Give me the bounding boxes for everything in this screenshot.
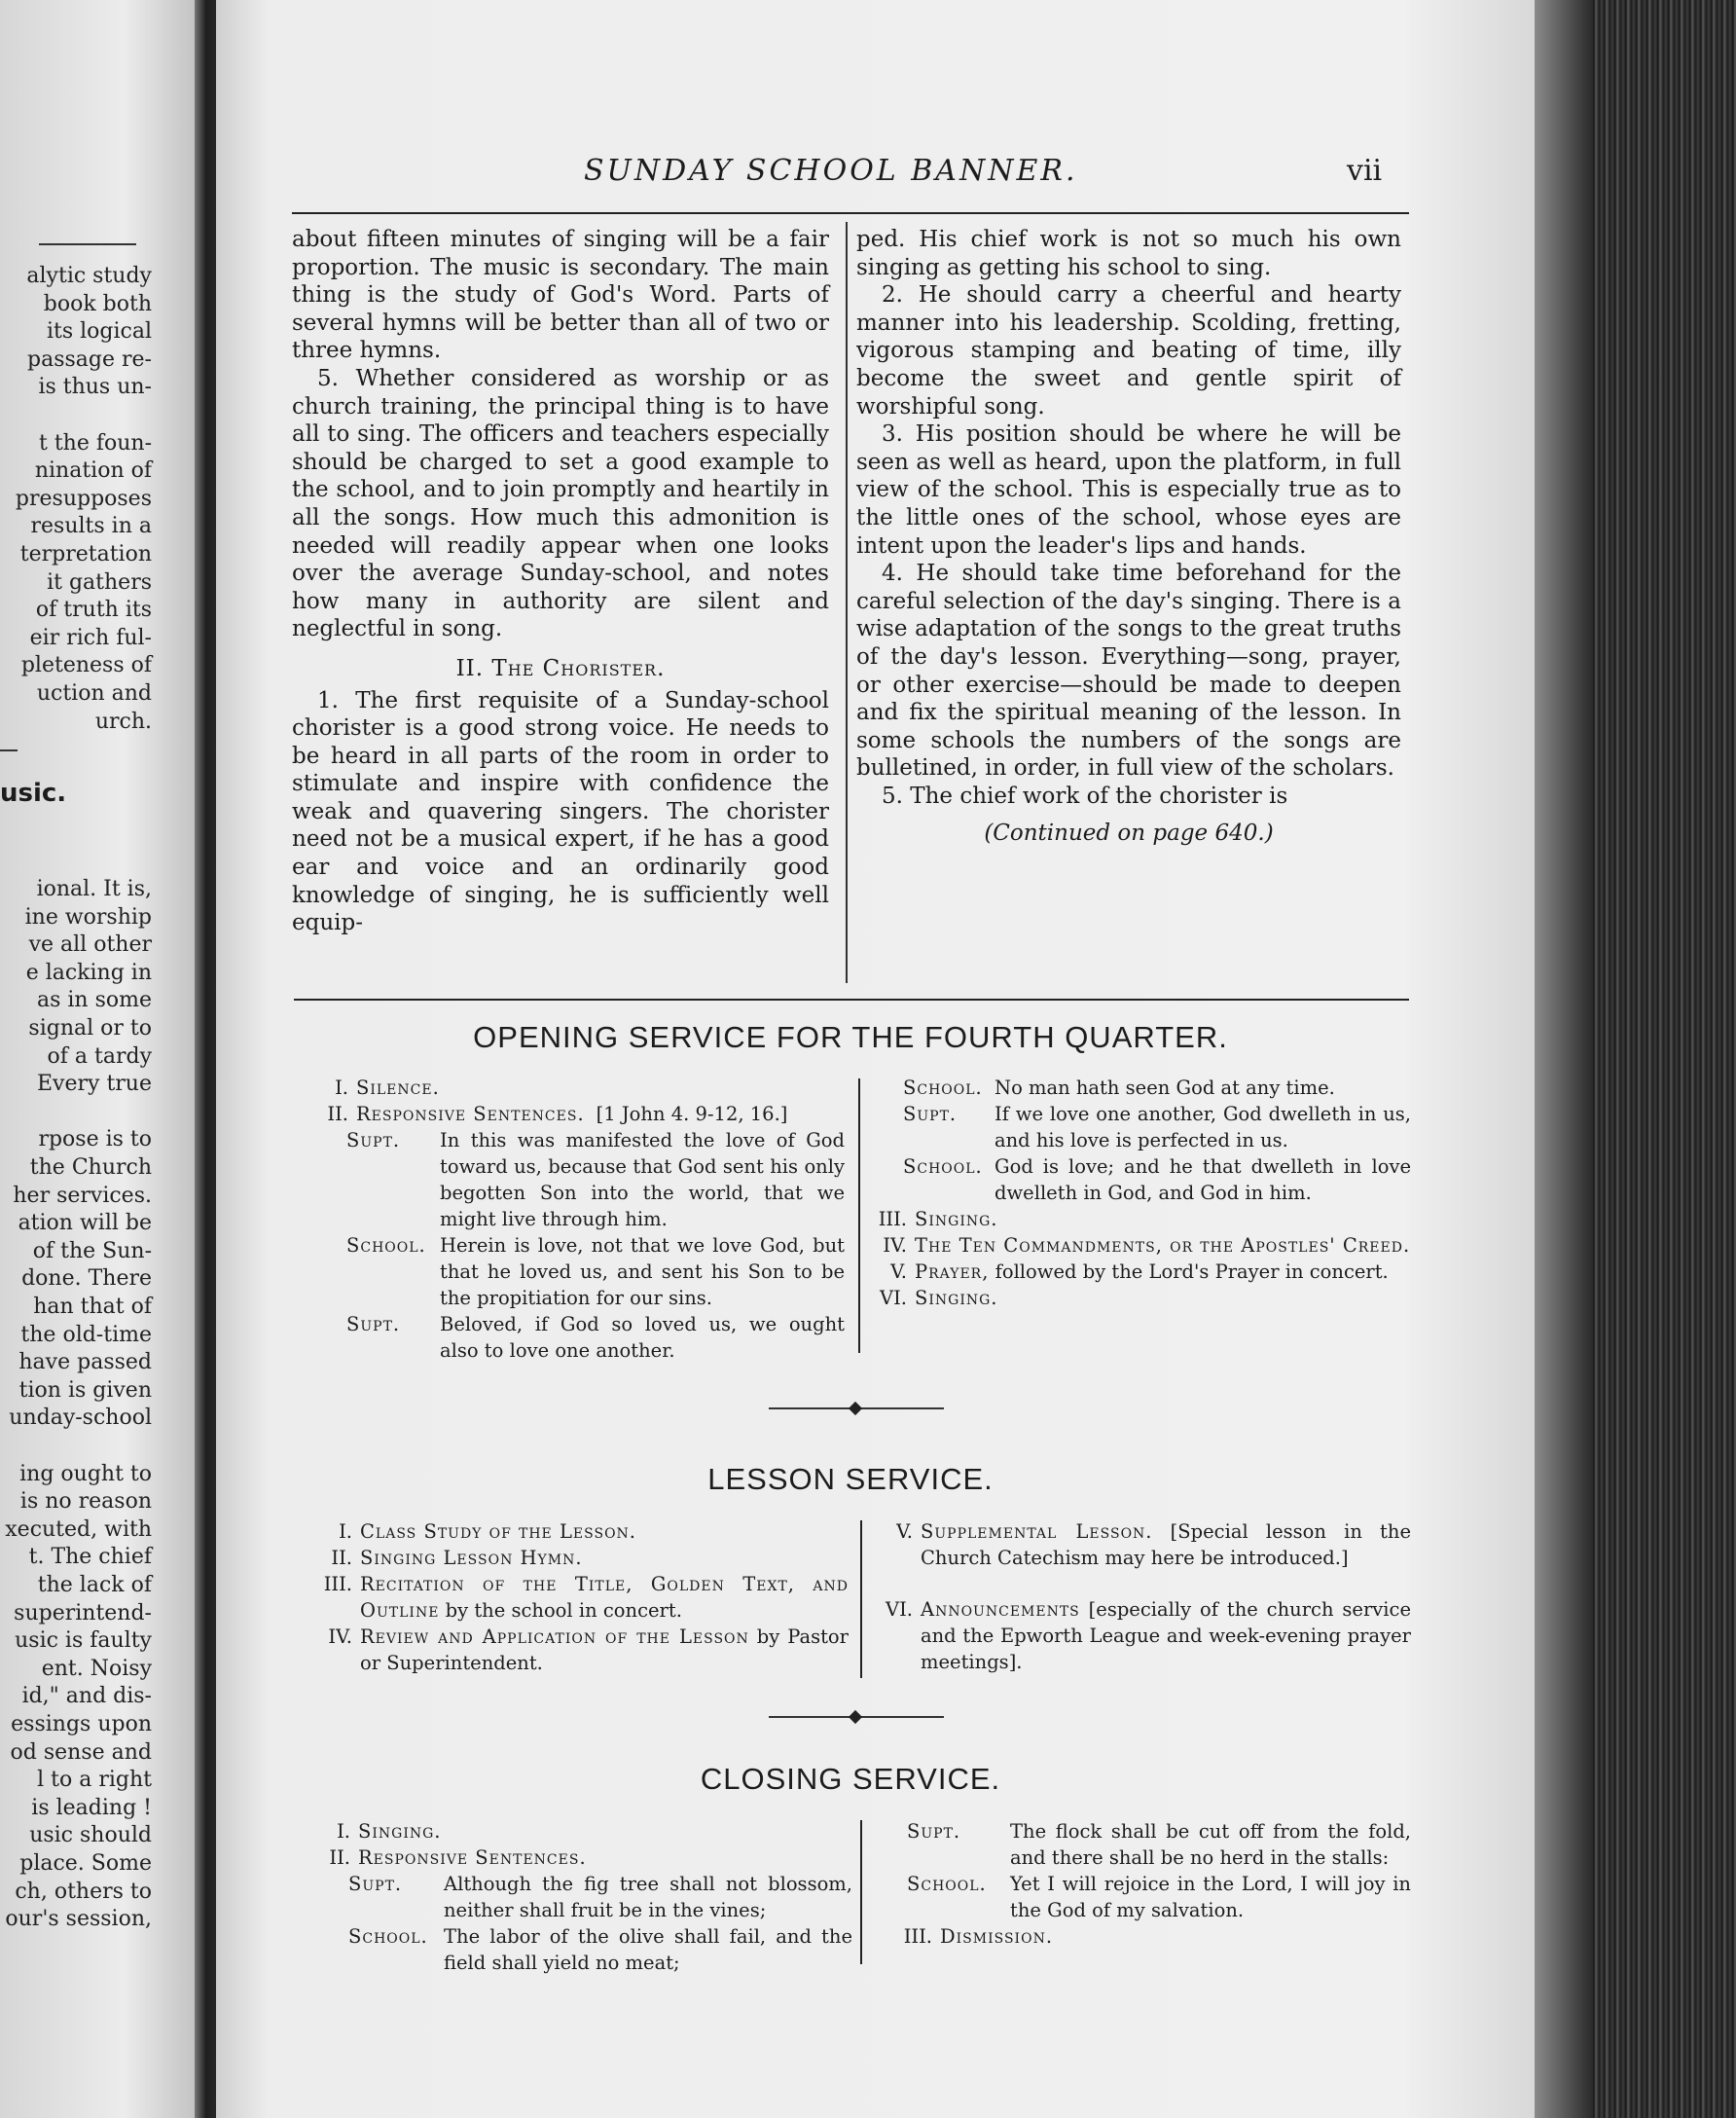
article-column-1 xyxy=(292,226,829,937)
left-page-line: done. There xyxy=(21,1266,152,1292)
item-text: by the school in concert. xyxy=(445,1599,682,1622)
response-text: The labor of the olive shall fail, and the field shall yield no meat; xyxy=(444,1925,852,1974)
left-heading: usic. xyxy=(0,779,67,808)
item-number: II. xyxy=(331,1547,352,1569)
article-column-2 xyxy=(856,226,1401,848)
lesson-service-right xyxy=(874,1518,1411,1675)
left-page-line: our's session, xyxy=(5,1907,152,1932)
left-page-line: Every true xyxy=(37,1072,152,1097)
item-number: I. xyxy=(339,1520,352,1543)
response-text: Herein is love, not that we love God, but that he loved us, and sent his Son to be the propitiation for our sins. xyxy=(440,1234,845,1309)
left-page-line: ing ought to xyxy=(19,1461,152,1486)
left-page-line: of truth its xyxy=(35,598,152,623)
item-label: Review and Application of the Lesson xyxy=(360,1625,749,1648)
left-page-line: signal or to xyxy=(28,1016,152,1041)
response-text: In this was manifested the love of God toward us, because that God sent his only begotten Son into the world, that we might live through him. xyxy=(440,1129,845,1230)
response-text: Beloved, if God so loved us, we ought also to love one another. xyxy=(440,1313,845,1362)
speaker: School. xyxy=(907,1873,987,1895)
left-page-line: of the Sun- xyxy=(32,1238,152,1263)
paragraph: 5. The chief work of the chorister is xyxy=(882,783,1288,809)
item-label: Singing. xyxy=(915,1208,998,1230)
item-number: VI. xyxy=(886,1598,913,1621)
item-label: Responsive Sentences. xyxy=(356,1103,585,1125)
left-page-line: rpose is to xyxy=(38,1127,152,1152)
left-page-line: it gathers xyxy=(47,569,152,595)
left-page-line: t the foun- xyxy=(38,430,152,456)
item-label: Recitation of the Title, Golden Text, and Outline xyxy=(360,1573,849,1622)
left-page-line: alytic study xyxy=(26,264,152,288)
left-page-line: usic should xyxy=(29,1823,152,1848)
left-page-line: l to a right xyxy=(37,1768,152,1793)
left-page-line: tion is given xyxy=(18,1377,152,1403)
left-page-line: its logical xyxy=(46,319,152,345)
section-subheading: II. The Chorister. xyxy=(455,655,666,681)
paragraph: 1. The first requisite of a Sunday-school chorister is a good strong voice. He needs to be heard in all parts of the room in order to stimulate and inspire with confidence the weak and quavering singers. The chorister need not be a musical expert, if he has a good ear and voice and an ordinarily good knowledge of singing, he is sufficiently well equip- xyxy=(292,687,829,936)
left-page-line: have passed xyxy=(18,1350,152,1375)
lesson-service-divider xyxy=(860,1520,862,1678)
speaker: School. xyxy=(903,1155,983,1178)
response-text: If we love one another, God dwelleth in us, and his love is perfected in us. xyxy=(995,1103,1411,1151)
left-page-line: presupposes xyxy=(15,486,152,511)
left-page-line: pleteness of xyxy=(20,653,152,678)
item-label: Singing. xyxy=(915,1287,998,1309)
item-number: II. xyxy=(329,1846,350,1869)
left-page-line: ional. It is, xyxy=(36,877,152,901)
response-text: The flock shall be cut off from the fold, and there shall be no herd in the stalls: xyxy=(1010,1820,1411,1869)
speaker: School. xyxy=(903,1077,983,1099)
response-text: No man hath seen God at any time. xyxy=(995,1077,1335,1099)
item-number: III. xyxy=(323,1573,352,1595)
left-page-line: od sense and xyxy=(10,1739,152,1765)
left-page xyxy=(0,0,206,2118)
item-number: I. xyxy=(337,1820,350,1843)
ornament-divider xyxy=(769,1403,944,1414)
left-page-line: id," and dis- xyxy=(21,1684,152,1709)
book-page-edges xyxy=(1535,0,1736,2118)
item-label: Prayer, xyxy=(915,1260,990,1283)
item-number: I. xyxy=(335,1077,348,1099)
response-text: Although the fig tree shall not blossom, neither shall fruit be in the vines; xyxy=(444,1873,852,1921)
item-number: III. xyxy=(903,1925,932,1948)
response-text: God is love; and he that dwelleth in love dwelleth in God, and God in him. xyxy=(995,1155,1411,1204)
left-page-line: results in a xyxy=(30,514,152,539)
item-label: Silence. xyxy=(356,1077,440,1099)
paragraph: 3. His position should be where he will be seen as well as heard, upon the platform, in full view of the school. This is especially true as to the little ones of the school, whose eyes are intent upon the leader's lips and hands. xyxy=(856,421,1401,559)
left-page-line: terpretation xyxy=(19,542,152,566)
item-number: V. xyxy=(896,1520,913,1543)
left-page-line: ent. Noisy xyxy=(41,1656,152,1681)
speaker: School. xyxy=(348,1925,428,1948)
left-page-line: ve all other xyxy=(28,932,152,958)
speaker: Supt. xyxy=(346,1129,401,1151)
left-rule-mid xyxy=(0,749,18,751)
item-label: Supplemental Lesson. xyxy=(921,1520,1153,1543)
item-label: The Ten Commandments, or the Apostles' Creed. xyxy=(915,1234,1411,1257)
item-label: Responsive Sentences. xyxy=(358,1846,587,1869)
left-page-line: unday-school xyxy=(9,1406,152,1431)
closing-service-divider xyxy=(860,1820,862,1964)
opening-service-title: OPENING SERVICE FOR THE FOURTH QUARTER. xyxy=(473,1020,1228,1054)
item-label: Singing Lesson Hymn. xyxy=(360,1547,583,1569)
left-page-line: nination of xyxy=(34,458,152,484)
item-number: V. xyxy=(890,1260,907,1283)
left-page-line: superintend- xyxy=(14,1600,152,1625)
left-page-line: book both xyxy=(43,291,152,316)
left-page-line: e lacking in xyxy=(25,960,152,985)
left-page-line: ation will be xyxy=(18,1211,152,1236)
speaker: School. xyxy=(346,1234,426,1257)
item-number: VI. xyxy=(880,1287,907,1309)
speaker: Supt. xyxy=(907,1820,961,1843)
item-label: Class Study of the Lesson. xyxy=(360,1520,637,1543)
closing-service-right xyxy=(874,1818,1411,1950)
left-rule-top xyxy=(39,243,136,245)
left-page-line: is thus un- xyxy=(38,375,152,400)
paragraph: about fifteen minutes of singing will be a fair proportion. The music is secondary. The main thing is the study of God's Word. Parts of several hymns will be better than all of two or three hymns. xyxy=(292,227,829,364)
item-number: II. xyxy=(327,1103,348,1125)
left-page-line: t. The chief xyxy=(28,1545,152,1570)
left-page-line: usic is faulty xyxy=(15,1628,152,1654)
response-text: Yet I will rejoice in the Lord, I will joy in the God of my salvation. xyxy=(1010,1873,1411,1921)
left-page-line: han that of xyxy=(33,1295,152,1319)
continued-note: (Continued on page 640.) xyxy=(984,821,1274,847)
left-page-line: as in some xyxy=(36,988,152,1013)
item-label: Dismission. xyxy=(940,1925,1054,1948)
item-text: by Pastor or Superintendent. xyxy=(360,1625,849,1674)
scripture-reference: [1 John 4. 9-12, 16.] xyxy=(596,1103,788,1125)
item-number: IV. xyxy=(883,1234,907,1257)
opening-service-right xyxy=(874,1075,1411,1311)
opening-service-divider xyxy=(858,1078,860,1353)
closing-service-title: CLOSING SERVICE. xyxy=(700,1762,1001,1796)
left-page-line: essings upon xyxy=(11,1712,152,1736)
speaker: Supt. xyxy=(903,1103,958,1125)
left-page-line: xecuted, with xyxy=(5,1516,152,1542)
item-number: IV. xyxy=(328,1625,352,1648)
left-page-line: of a tardy xyxy=(47,1043,152,1069)
paragraph: 4. He should take time beforehand for the careful selection of the day's singing. There is a wise adaptation of the songs to the great truths of the day's lesson. Everything—song, prayer, or other exercise—should be made to deepen and fix the spiritual meaning of the lesson. In some schools the numbers of the songs are bulletined, in order, in full view of the scholars. xyxy=(856,561,1401,782)
left-page-line: place. Some xyxy=(19,1851,152,1876)
speaker: Supt. xyxy=(348,1873,403,1895)
left-page-line: the old-time xyxy=(20,1322,152,1347)
left-page-line: is no reason xyxy=(19,1489,152,1515)
page-number: vii xyxy=(1347,154,1383,188)
paragraph: ped. His chief work is not so much his own singing as getting his school to sing. xyxy=(856,227,1401,280)
item-text: [Special lesson in the Church Catechism may here be introduced.] xyxy=(921,1520,1411,1569)
left-page-line: the lack of xyxy=(37,1573,152,1597)
speaker: Supt. xyxy=(346,1313,401,1335)
item-number: III. xyxy=(878,1208,907,1230)
section-rule xyxy=(294,999,1409,1001)
left-page-line: is leading ! xyxy=(31,1795,152,1820)
left-page-line: urch. xyxy=(94,709,152,734)
opening-service-left xyxy=(313,1075,849,1364)
lesson-service-title: LESSON SERVICE. xyxy=(707,1462,994,1496)
item-text: [especially of the church service and the Epworth League and week-evening prayer meetings]. xyxy=(921,1598,1411,1673)
left-page-line: ch, others to xyxy=(15,1879,152,1904)
closing-service-left xyxy=(315,1818,852,1976)
left-page-line: passage re- xyxy=(27,347,152,372)
header-rule xyxy=(292,212,1409,214)
ornament-divider xyxy=(769,1711,944,1723)
left-page-line: the Church xyxy=(29,1155,152,1180)
paragraph: 2. He should carry a cheerful and hearty manner into his leadership. Scolding, fretting, vigorous stamping and beating of time, illy become the sweet and gentle spirit of worshipful song. xyxy=(856,282,1401,420)
left-page-line: ine worship xyxy=(24,904,152,930)
running-head: SUNDAY SCHOOL BANNER. xyxy=(584,154,1078,188)
column-divider xyxy=(846,222,848,983)
left-page-line: her services. xyxy=(13,1183,152,1208)
paragraph: 5. Whether considered as worship or as church training, the principal thing is to have all to sing. The officers and teachers especially should be charged to set a good example to the school, and to join promptly and heartily in all the songs. How much this admonition is needed will readily appear when one looks over the average Sunday-school, and notes how many in authority are silent and neglectful in song. xyxy=(292,365,829,642)
left-page-line: uction and xyxy=(36,681,152,706)
item-label: Announcements xyxy=(921,1598,1080,1621)
lesson-service-left xyxy=(317,1518,849,1676)
item-label: Singing. xyxy=(358,1820,442,1843)
left-page-line: eir rich ful- xyxy=(29,625,152,650)
item-text: followed by the Lord's Prayer in concert. xyxy=(995,1260,1389,1283)
